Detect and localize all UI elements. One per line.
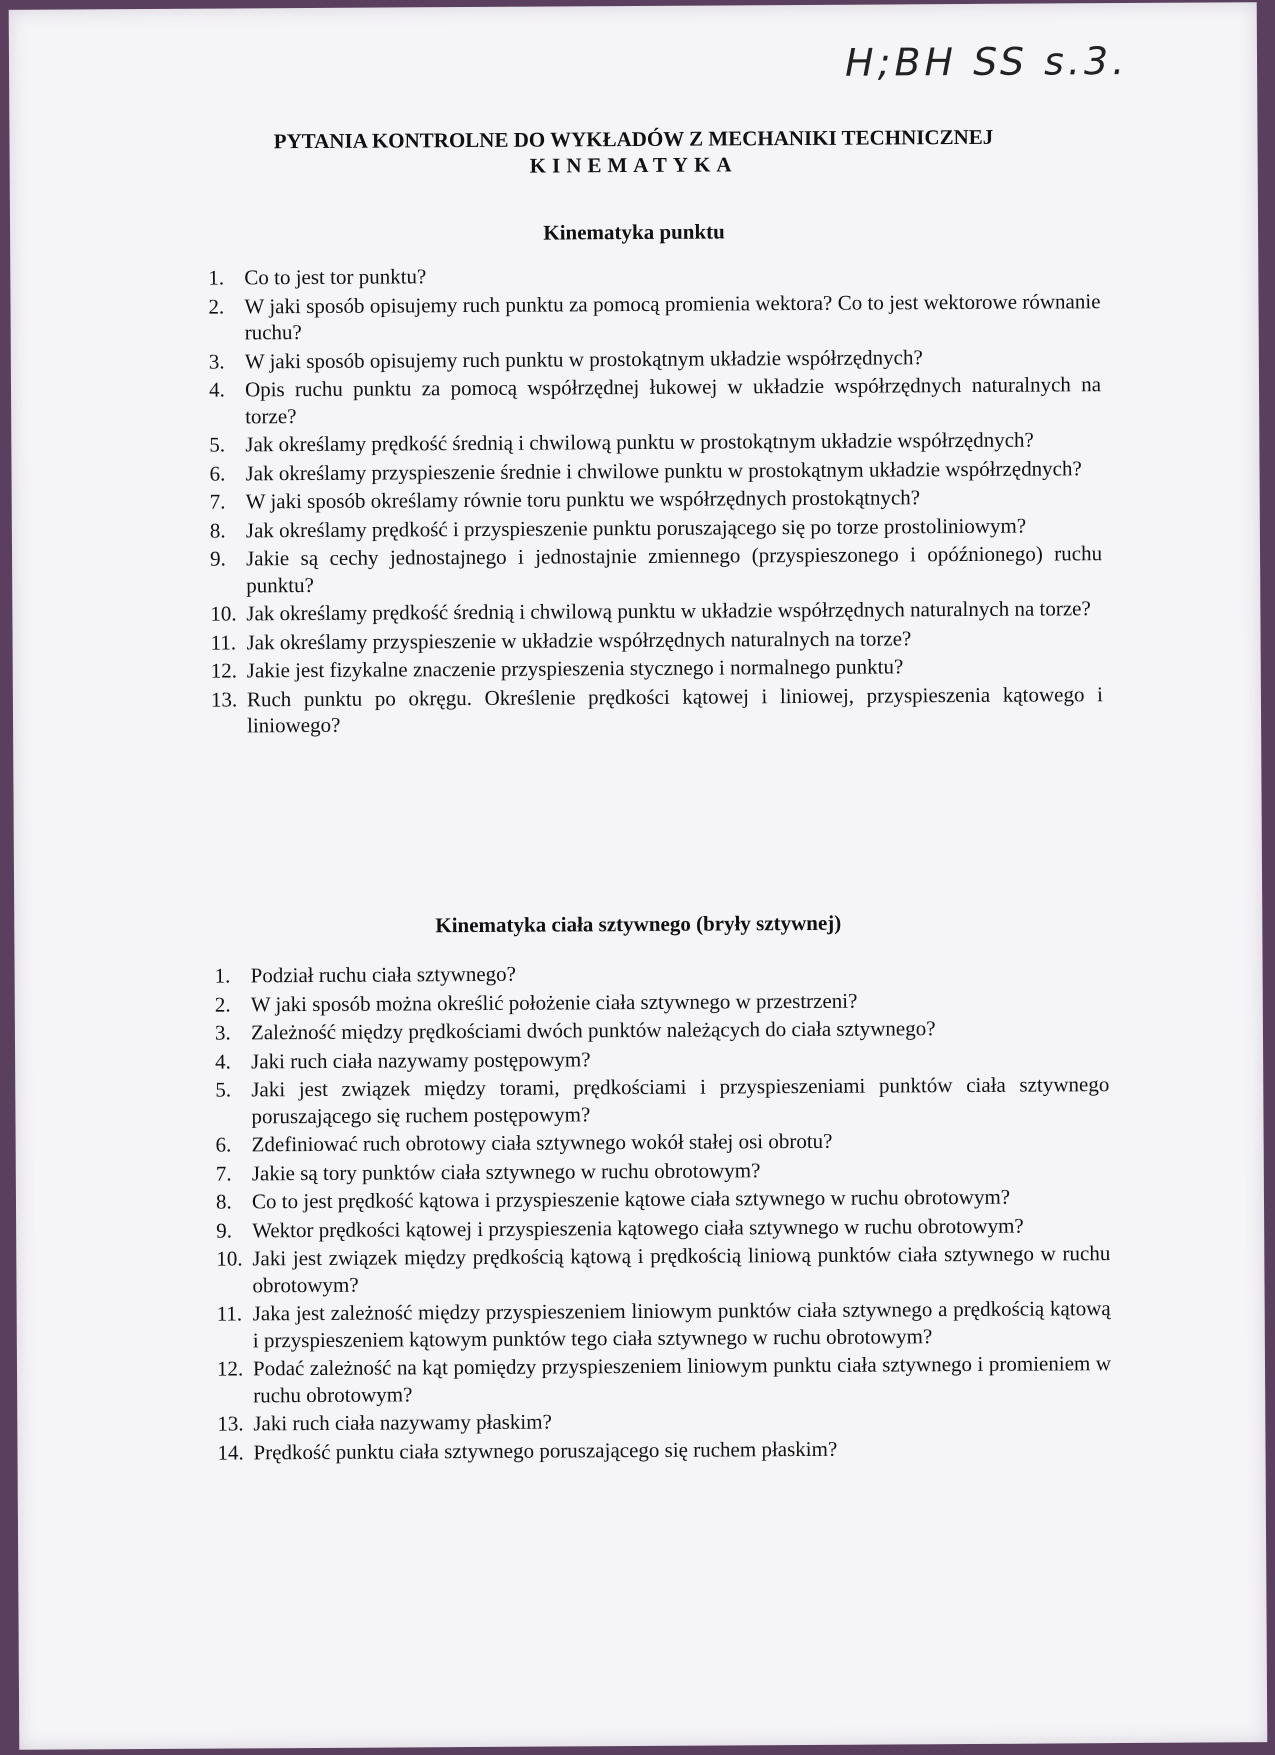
question-text: Jaki jest związek między torami, prędkościami i przyspieszeniami punktów ciała sztywnego poruszającego się ruchem postępowym?: [251, 1072, 1110, 1128]
question-item: [215, 1071, 1109, 1129]
question-number: 14.: [217, 1439, 244, 1465]
question-list-point-kinematics: [208, 259, 1103, 741]
question-number: 6.: [209, 461, 226, 486]
question-item: [210, 540, 1102, 598]
question-text: Ruch punktu po okręgu. Określenie prędkości kątowej i liniowej, przyspieszenia kątowego i liniowego?: [246, 681, 1103, 738]
question-text: Jak określamy prędkość średnią i chwilową punktu w układzie współrzędnych naturalnych na torze?: [246, 596, 1091, 626]
document-page: [9, 2, 1268, 1750]
question-number: 9.: [209, 546, 226, 571]
question-item: [217, 1434, 1111, 1466]
question-item: [215, 986, 1109, 1018]
question-number: 13.: [217, 1411, 244, 1436]
question-number: 12.: [216, 1356, 244, 1381]
question-text: W jaki sposób opisujemy ruch punktu w prostokątnym układzie współrzędnych?: [244, 344, 923, 373]
question-item: [209, 426, 1101, 458]
question-text: Jak określamy przyspieszenie w układzie współrzędnych naturalnych na torze?: [246, 625, 912, 654]
question-number: 8.: [209, 518, 226, 543]
question-number: 8.: [215, 1189, 232, 1214]
question-item: [210, 483, 1102, 515]
question-text: Jakie jest fizykalne znaczenie przyspieszenia stycznego i normalnego punktu?: [246, 654, 904, 683]
question-item: [211, 681, 1103, 739]
question-text: Jak określamy prędkość średnią i chwilową punktu w prostokątnym układzie współrzędnych?: [245, 427, 1034, 457]
question-text: Jak określamy przyspieszenie średnie i chwilowe punktu w prostokątnym układzie współrzędnych?: [245, 455, 1082, 485]
question-text: W jaki sposób opisujemy ruch punktu za pomocą promienia wektora? Co to jest wektorowe równanie ruchu?: [244, 288, 1101, 345]
question-text: Co to jest prędkość kątowa i przyspieszenie kątowe ciała sztywnego w ruchu obrotowym?: [251, 1184, 1011, 1214]
question-number: 10.: [210, 601, 237, 626]
question-text: Jaki ruch ciała nazywamy płaskim?: [253, 1409, 552, 1436]
question-item: [211, 652, 1103, 684]
question-number: 12.: [210, 658, 238, 683]
question-number: 7.: [209, 489, 226, 514]
question-number: 3.: [208, 349, 225, 374]
question-number: 11.: [210, 629, 237, 655]
question-item: [216, 1126, 1110, 1158]
question-number: 13.: [210, 686, 238, 712]
question-number: 7.: [215, 1160, 232, 1186]
question-item: [210, 512, 1102, 544]
question-number: 6.: [215, 1132, 232, 1157]
question-item: [209, 343, 1101, 375]
question-number: 9.: [216, 1217, 232, 1243]
question-text: Podział ruchu ciała sztywnego?: [250, 961, 516, 988]
question-item: [208, 259, 1100, 291]
question-number: 4.: [215, 1048, 231, 1074]
question-item: [209, 371, 1101, 429]
question-item: [215, 1014, 1109, 1046]
question-item: [215, 957, 1109, 989]
question-item: [216, 1155, 1110, 1187]
question-number: 2.: [208, 294, 225, 319]
question-text: Jaki ruch ciała nazywamy postępowym?: [251, 1046, 591, 1073]
question-number: 1.: [208, 265, 225, 290]
question-number: 5.: [209, 432, 226, 457]
question-text: Prędkość punktu ciała sztywnego poruszającego się ruchem płaskim?: [253, 1436, 838, 1464]
question-text: Co to jest tor punktu?: [244, 264, 427, 290]
question-item: [216, 1183, 1110, 1215]
question-text: Wektor prędkości kątowej i przyspieszenia kątowego ciała sztywnego w ruchu obrotowym?: [252, 1213, 1024, 1242]
question-text: W jaki sposób można określić położenie ciała sztywnego w przestrzeni?: [250, 988, 858, 1016]
question-item: [210, 595, 1102, 627]
question-text: Jakie są tory punktów ciała sztywnego w ruchu obrotowym?: [251, 1157, 761, 1185]
question-text: Zdefiniować ruch obrotowy ciała sztywnego wokół stałej osi obrotu?: [251, 1128, 833, 1157]
question-number: 3.: [214, 1020, 231, 1045]
question-list-rigid-body-kinematics: [215, 957, 1112, 1467]
question-text: Podać zależność na kąt pomiędzy przyspieszeniem liniowym punktu ciała sztywnego i promieniem w ruchu obrotowym?: [252, 1351, 1112, 1407]
question-number: 10.: [216, 1246, 243, 1271]
question-text: Jakie są cechy jednostajnego i jednostajnie zmiennego (przyspieszonego i opóźnionego) ruchu punktu?: [245, 541, 1103, 597]
handwritten-note: H;BH SS s.3.: [844, 38, 1129, 85]
question-number: 11.: [216, 1301, 243, 1326]
question-text: Opis ruchu punktu za pomocą współrzędnej łukowej w układzie współrzędnych naturalnych na torze?: [244, 372, 1102, 428]
question-item: [217, 1295, 1111, 1353]
section-title-point-kinematics: Kinematyka punktu: [543, 219, 725, 245]
question-text: Jaki jest związek między prędkością kątową i prędkością liniową punktów ciała sztywnego w ruchu obrotowym?: [252, 1241, 1111, 1297]
document-title: PYTANIA KONTROLNE DO WYKŁADÓW Z MECHANIKI TECHNICZNEJ: [273, 124, 994, 154]
question-item: [208, 288, 1100, 346]
question-number: 4.: [208, 377, 225, 402]
question-item: [209, 455, 1101, 487]
question-text: W jaki sposób określamy równie toru punktu we współrzędnych prostokątnych?: [245, 485, 921, 514]
section-title-rigid-body-kinematics: Kinematyka ciała sztywnego (bryły sztywnej): [435, 910, 842, 938]
question-item: [215, 1043, 1109, 1075]
question-number: 1.: [214, 963, 231, 988]
question-item: [216, 1240, 1110, 1298]
question-item: [210, 624, 1102, 656]
question-item: [217, 1350, 1111, 1408]
question-text: Jaka jest zależność między przyspieszeniem liniowym punktów ciała sztywnego a prędkością kątową i przyspieszeniem kątowym punktów tego ciała sztywnego w ruchu obrotowym?: [252, 1296, 1111, 1352]
question-text: Jak określamy prędkość i przyspieszenie punktu poruszającego się po torze prostoliniowym?: [245, 513, 1027, 542]
question-number: 5.: [215, 1077, 232, 1102]
question-number: 2.: [214, 991, 231, 1017]
question-item: [216, 1212, 1110, 1244]
question-item: [217, 1405, 1111, 1437]
question-text: Zależność między prędkościami dwóch punktów należących do ciała sztywnego?: [250, 1016, 936, 1045]
document-subtitle: KINEMATYKA: [529, 152, 738, 178]
